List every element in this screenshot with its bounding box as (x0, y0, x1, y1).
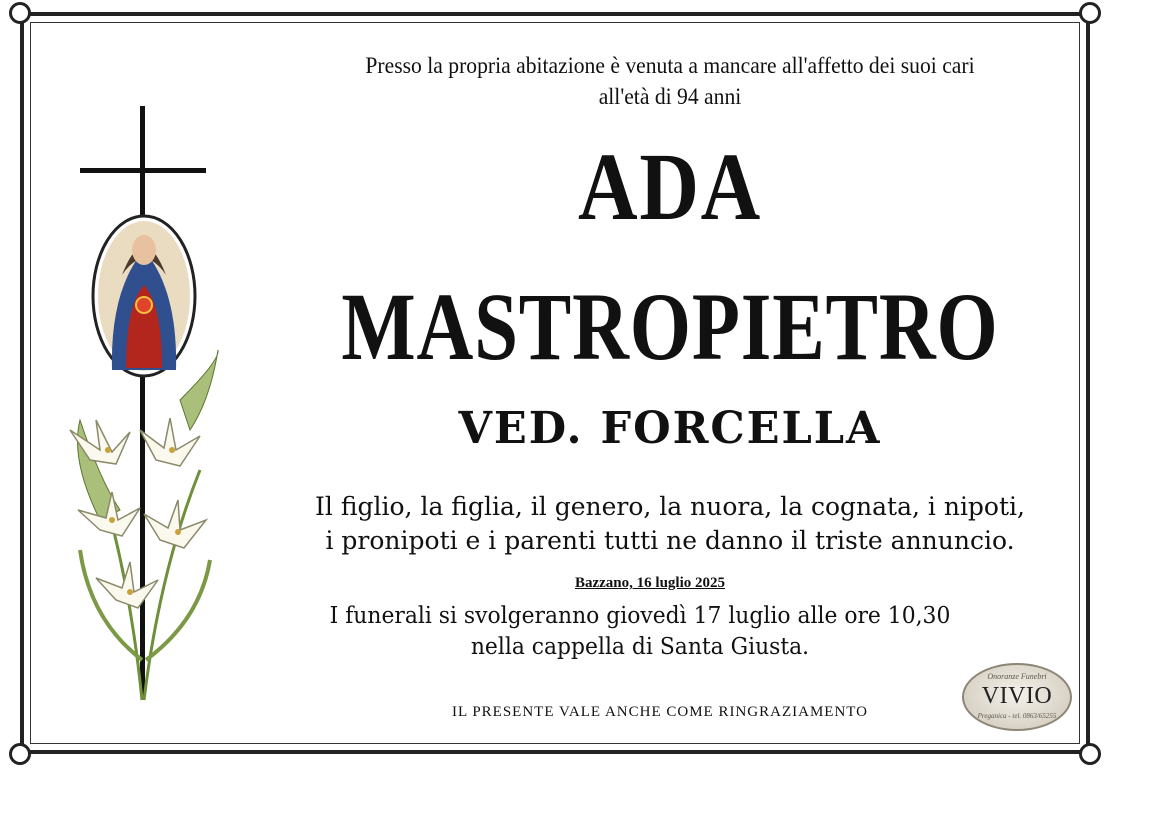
religious-illustration (60, 100, 230, 710)
frame-corner-top-left (9, 2, 31, 24)
frame-corner-top-right (1079, 2, 1101, 24)
family-announcement (230, 490, 1110, 558)
logo-top-text: Onoranze Funebri (987, 672, 1047, 681)
logo-bottom-text: Preganica - tel. 0863/65255 (977, 712, 1057, 720)
funeral-details (222, 601, 1058, 663)
funeral-line-2: nella cappella di Santa Giusta. (470, 634, 810, 660)
logo-name: VIVIO (981, 683, 1053, 709)
funeral-line-1: I funerali si svolgeranno giovedì 17 luglio alle ore 10,30 (329, 603, 951, 629)
frame-corner-bottom-right (1079, 743, 1101, 765)
funeral-home-logo (962, 663, 1072, 731)
deceased-last-name: MASTROPIETRO (341, 273, 999, 380)
intro-text (256, 50, 1083, 112)
deceased-first-name: ADA (577, 133, 763, 240)
family-line-1: Il figlio, la figlia, il genero, la nuora, la cognata, i nipoti, (315, 492, 1025, 521)
frame-corner-bottom-left (9, 743, 31, 765)
family-line-2: i pronipoti e i parenti tutti ne danno il triste annuncio. (325, 526, 1015, 555)
madonna-portrait-icon (93, 216, 195, 376)
thanks-note: IL PRESENTE VALE ANCHE COME RINGRAZIAMENTO (451, 704, 869, 720)
widow-of-line: VED. FORCELLA (458, 403, 882, 454)
intro-line-2: all'età di 94 anni (598, 84, 742, 109)
intro-line-1: Presso la propria abitazione è venuta a mancare all'affetto dei suoi cari (365, 53, 975, 78)
place-and-date: Bazzano, 16 luglio 2025 (574, 575, 725, 591)
